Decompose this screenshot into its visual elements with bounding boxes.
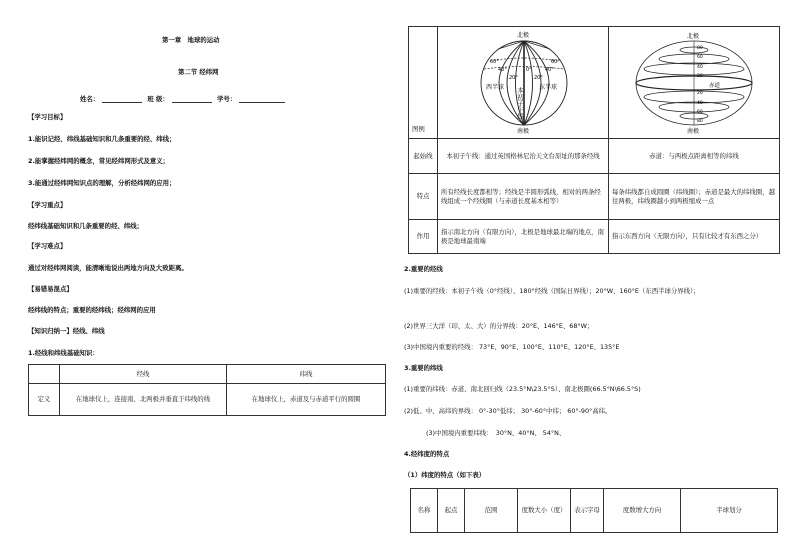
latlon-features-heading: 4.经纬度的特点 (404, 450, 450, 458)
lat-label-60s: 60 (697, 110, 703, 115)
student-info (80, 95, 288, 103)
map-table (408, 26, 780, 254)
id-blank[interactable] (239, 96, 285, 103)
lat-label-40n: 40 (697, 65, 703, 70)
equator-label: 赤道 (709, 83, 721, 89)
meridian-globe-cell (438, 27, 609, 139)
important-parallels-1: (1)重要的纬线：赤道、南北回归线（23.5°N\23.5°S）、南北极圈(66.5°N\66.5°S) (404, 385, 641, 393)
globe-right-south: 南极 (687, 128, 700, 135)
lat-col-hemisphere: 半球划分 (681, 489, 778, 533)
section-title: 第二节 经纬网 (178, 68, 219, 76)
west-hemisphere-label: 西半球 (486, 84, 505, 91)
function-row-label: 作用 (409, 220, 438, 254)
name-label: 姓名： (80, 95, 100, 103)
basic-table-header-parallel: 纬线 (227, 365, 386, 384)
chapter-title: 第一章 地球的运动 (162, 36, 220, 44)
feature-meridian: 所有经线长度都相等；经线是半圆形弧线，相对的两条经线组成一个经线圈（与赤道长度基本相等） (438, 174, 609, 220)
basic-knowledge-label: 1.经线和纬线基础知识： (28, 349, 99, 357)
basic-table-parallel-def: 在地球仪上，赤道及与赤道平行的圆圈 (227, 384, 386, 416)
globe-right-north: 北极 (687, 33, 700, 40)
deg-label-40e: 40° (545, 67, 554, 73)
deg-label-20w: 20° (509, 75, 518, 81)
difficulty-heading: 【学习难点】 (28, 242, 67, 250)
meridian-globe-figure (438, 27, 608, 135)
basic-table-meridian-def: 在地球仪上，连接南、北两极并垂直于纬线的线 (60, 384, 227, 416)
parallel-globe-cell (609, 27, 780, 139)
objective-1: 1.能识记经、纬线基础知识和几条重要的经、纬线； (28, 135, 176, 143)
globe-left-north: 北极 (517, 32, 530, 39)
feature-row-label: 特点 (409, 174, 438, 220)
lat-col-name: 名称 (411, 489, 438, 533)
lat-col-range: 范围 (465, 489, 518, 533)
basic-table-corner (29, 365, 60, 384)
important-meridians-3: (3)中国境内重要的经线： 73°E、90°E、100°E、110°E、120°E、135°E (404, 343, 620, 351)
lat-col-letter: 表示字母 (571, 489, 604, 533)
latitude-table (410, 488, 778, 533)
important-parallels-heading: 3.重要的纬线 (404, 364, 443, 372)
lat-label-80s: 80 (697, 119, 703, 124)
knowledge-heading: 【知识归纳一】经线、纬线 (28, 327, 105, 335)
function-meridian: 指示南北方向（有限方向），北极是地球最北端的地点，南极是地球最南端 (438, 220, 609, 254)
confusion-heading: 【易错易混点】 (28, 285, 73, 293)
objectives-heading: 【学习目标】 (28, 113, 67, 121)
lat-label-40s: 40 (697, 101, 703, 106)
prime-meridian-label (516, 86, 524, 121)
lat-col-increase: 度数增大方向 (604, 489, 681, 533)
important-meridians-heading: 2.重要的经线 (404, 265, 443, 273)
origin-row-label: 起始线 (409, 139, 438, 174)
deg-label-60w: 60° (490, 59, 499, 65)
function-parallel: 指示东西方向（无限方向），只有比较才有东西之分） (609, 220, 780, 254)
basic-table (28, 364, 386, 416)
objective-2: 2.能掌握经纬网的概念，常见经纬网形式及意义； (28, 157, 170, 165)
key-points-heading: 【学习重点】 (28, 201, 67, 209)
important-parallels-3: (3)中国境内重要纬线： 30°N、40°N、 54°N、 (426, 429, 566, 437)
lat-label-20s: 20 (697, 91, 703, 96)
parallel-globe-figure (609, 27, 779, 135)
confusion-text: 经纬线的特点；重要的经纬线；经纬网的应用 (28, 306, 156, 314)
latitude-features-label: （1）纬度的特点（如下表） (404, 471, 486, 479)
origin-meridian: 本初子午线：通过英国格林尼治天文台原址的那条经线 (438, 139, 609, 174)
lat-label-60n: 60 (697, 55, 703, 60)
svg-text:本初子午线: 本初子午线 (516, 87, 524, 120)
deg-label-20e: 20° (534, 75, 543, 81)
important-meridians-2: (2)世界三大洋（印、太、大）的分界线：20°E、146°E、68°W； (404, 322, 594, 330)
basic-table-header-meridian: 经线 (60, 365, 227, 384)
deg-label-40w: 40° (498, 67, 507, 73)
id-label: 学号： (217, 95, 237, 103)
feature-parallel: 每条纬线都自成圆圈（纬线圈）；赤道是最大的纬线圈，越往两极，纬线圈越小到两极缩成一点 (609, 174, 780, 220)
deg-label-0: 0° (526, 67, 532, 73)
lat-col-start: 起点 (438, 489, 465, 533)
basic-table-row-label: 定义 (29, 384, 60, 416)
lat-col-degree: 度数大小（度） (518, 489, 571, 533)
objective-3: 3.能通过经纬网知识点的理解，分析经纬网的应用； (28, 179, 176, 187)
figure-row-label: 图例 (409, 27, 438, 139)
origin-parallel: 赤道：与两极点距离相等的纬线 (609, 139, 780, 174)
lat-label-80n: 80 (697, 46, 703, 51)
important-parallels-2: (2)低、中、高纬的界线： 0°-30°低纬； 30°-60°中纬； 60°-90°高纬。 (404, 407, 612, 415)
name-blank[interactable] (102, 96, 142, 103)
class-blank[interactable] (172, 96, 212, 103)
deg-label-60e: 60° (551, 59, 560, 65)
east-hemisphere-label: 东半球 (539, 84, 558, 91)
difficulty-text: 通过对经纬网阅读，能清晰地说出两地方向及大致距离。 (28, 264, 188, 272)
class-label: 班 级： (147, 95, 169, 103)
globe-left-south: 南极 (517, 128, 530, 135)
key-points-text: 经纬线基础知识和几条重要的经、纬线； (28, 222, 144, 230)
lat-label-20n: 20 (697, 74, 703, 79)
important-meridians-1: (1)重要的经线：本初子午线（0°经线）、180°经线（国际日界线）；20°W、160°E（东西半球分界线）； (404, 287, 700, 295)
